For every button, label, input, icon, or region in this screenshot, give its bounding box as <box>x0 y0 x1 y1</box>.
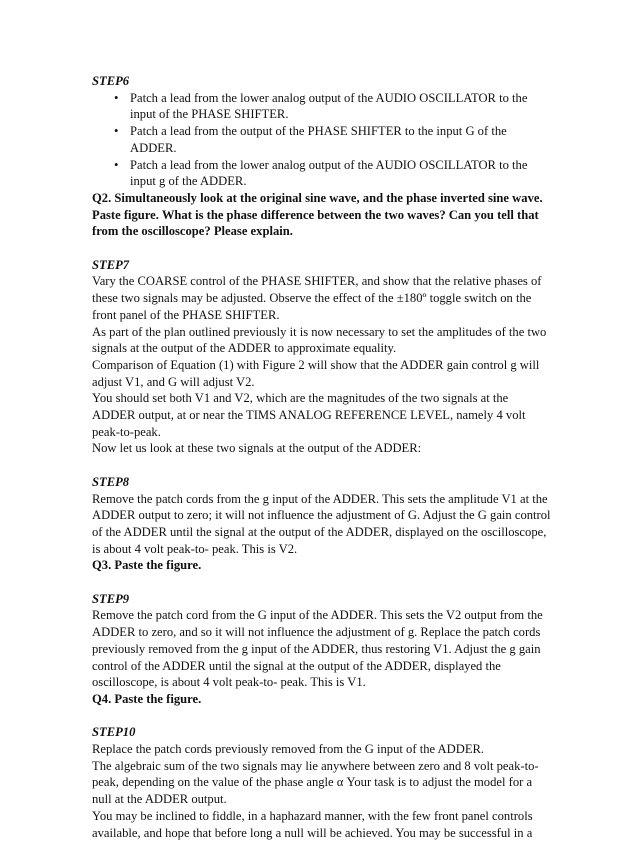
step7-paragraph-3: Comparison of Equation (1) with Figure 2 will show that the ADDER gain control g will adjust V1, and G will adjust V2. <box>92 357 540 389</box>
step9-paragraph-1: Remove the patch cord from the G input of the ADDER. This sets the V2 output from the ADDER to zero, and so it will not influence the adjustment of g. Replace the patch cords previously removed from the g input of the ADDER, thus restoring V1. Adjust the g gain control of the ADDER until the signal at the output of the ADDER, displayed the oscilloscope, is about 4 volt peak-to- peak. This is V1. <box>92 608 543 690</box>
step7-paragraph-4: You should set both V1 and V2, which are the magnitudes of the two signals at the ADDER output, at or near the TIMS ANALOG REFERENCE LEVEL, namely 4 volt peak-to-peak. <box>92 391 526 439</box>
step6-bullet-1-text: Patch a lead from the lower analog output of the AUDIO OSCILLATOR to the input of the PHASE SHIFTER. <box>130 90 528 122</box>
step9-heading: STEP9 <box>92 591 130 606</box>
question-q2: Q2. Simultaneously look at the original sine wave, and the phase inverted sine wave. Paste figure. What is the phase difference between the two waves? Can you tell that from the oscilloscope? Please explain. <box>92 190 543 239</box>
step6-bullet-3-text: Patch a lead from the lower analog output of the AUDIO OSCILLATOR to the input g of the ADDER. <box>130 157 528 189</box>
step6-bullet-2 <box>114 123 552 156</box>
document-content <box>92 73 552 841</box>
bullet-icon: • <box>114 157 119 172</box>
step7-paragraph-1: Vary the COARSE control of the PHASE SHIFTER, and show that the relative phases of these two signals may be adjusted. Observe the effect of the ±180º toggle switch on the front panel of the PHASE SHIFTER. <box>92 274 542 322</box>
step8-paragraph-1: Remove the patch cords from the g input of the ADDER. This sets the amplitude V1 at the ADDER output to zero; it will not influence the adjustment of G. Adjust the G gain control of the ADDER until the signal at the output of the ADDER, displayed on the oscilloscope, is about 4 volt peak-to- peak. This is V2. <box>92 491 551 556</box>
bullet-icon: • <box>114 124 119 139</box>
step6-bullet-3 <box>114 157 552 190</box>
step6-heading: STEP6 <box>92 74 130 88</box>
step6-bullet-2-text: Patch a lead from the output of the PHASE SHIFTER to the input G of the ADDER. <box>130 124 507 155</box>
question-q3: Q3. Paste the figure. <box>92 558 202 573</box>
step7-paragraph-2: As part of the plan outlined previously it is now necessary to set the amplitudes of the two signals at the output of the ADDER to approximate equality. <box>92 324 547 356</box>
bullet-icon: • <box>114 90 119 105</box>
step8-heading: STEP8 <box>92 474 130 489</box>
step10-paragraph-1: Replace the patch cords previously removed from the G input of the ADDER. <box>92 742 485 757</box>
step7-paragraph-5: Now let us look at these two signals at the output of the ADDER: <box>92 441 422 456</box>
step10-paragraph-3: You may be inclined to fiddle, in a haphazard manner, with the few front panel controls available, and hope that before long a null will be achieved. You may be successful in a <box>92 808 533 840</box>
step10-paragraph-2: The algebraic sum of the two signals may lie anywhere between zero and 8 volt peak-to-peak, depending on the value of the phase angle α Your task is to adjust the model for a null at the ADDER output. <box>92 758 539 807</box>
step10-heading: STEP10 <box>92 725 136 740</box>
question-q4: Q4. Paste the figure. <box>92 691 202 706</box>
step7-heading: STEP7 <box>92 257 130 272</box>
step6-bullet-list <box>92 90 552 190</box>
step6-bullet-1 <box>114 90 552 123</box>
